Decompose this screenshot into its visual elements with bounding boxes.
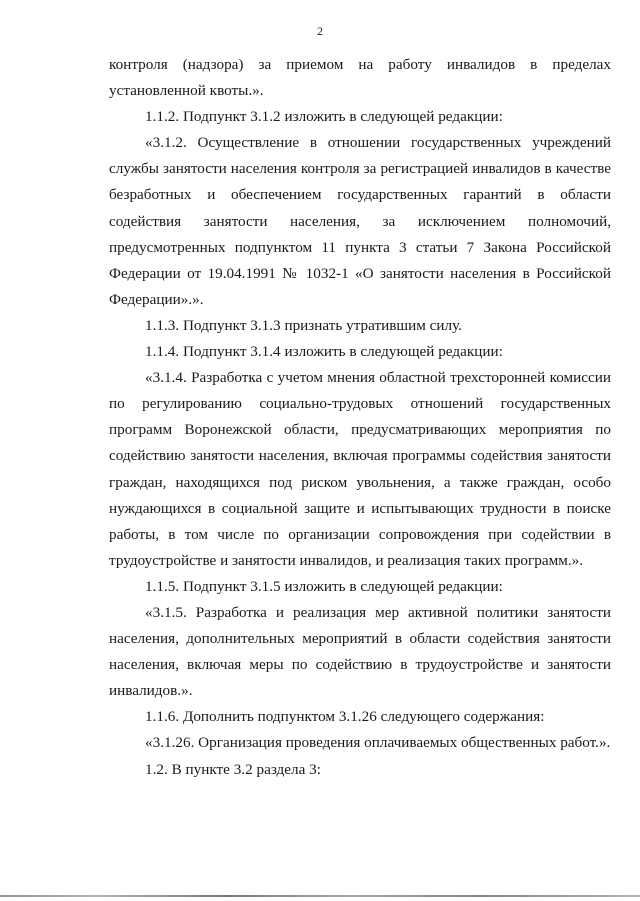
paragraph-quote-3-1-26: «3.1.26. Организация проведения оплачиваемых общественных работ.». bbox=[145, 734, 611, 752]
paragraph-quote-3-1-4: «3.1.4. Разработка с учетом мнения областной трехсторонней комиссии по регулированию социально-трудовых отношений государственных программ Воронежской области, предусматривающих мероприятия по содействию занятости населения, включая программы содействия занятости граждан, находящихся под риском увольнения, а также граждан, особо нуждающихся в социальной защите и испытывающих трудности в поиске работы, в том числе по организации сопровождения при содействии в трудоустройстве и занятости инвалидов, и реализация таких программ.». bbox=[109, 369, 611, 569]
paragraph-quote-3-1-2: «3.1.2. Осуществление в отношении государственных учреждений службы занятости населения контроля за регистрацией инвалидов в качестве безработных и обеспечением государственных гарантий в области содействия занятости населения, за исключением полномочий, предусмотренных подпунктом 11 пункта 3 статьи 7 Закона Российской Федерации от 19.04.1991 № 1032-1 «О занятости населения в Российской Федерации».». bbox=[109, 134, 611, 308]
paragraph-item-1-1-6: 1.1.6. Дополнить подпунктом 3.1.26 следующего содержания: bbox=[145, 708, 545, 726]
paragraph-item-1-1-3: 1.1.3. Подпункт 3.1.3 признать утратившим силу. bbox=[145, 316, 462, 334]
paragraph-item-1-1-5: 1.1.5. Подпункт 3.1.5 изложить в следующей редакции: bbox=[145, 577, 503, 595]
paragraph-item-1-2: 1.2. В пункте 3.2 раздела 3: bbox=[145, 760, 321, 778]
paragraph-item-1-1-4: 1.1.4. Подпункт 3.1.4 изложить в следующей редакции: bbox=[145, 343, 503, 361]
scan-edge-line bbox=[0, 895, 640, 897]
page-number: 2 bbox=[317, 24, 323, 38]
document-body bbox=[109, 52, 611, 783]
paragraph-item-1-1-2: 1.1.2. Подпункт 3.1.2 изложить в следующей редакции: bbox=[145, 108, 503, 126]
paragraph-quote-3-1-5: «3.1.5. Разработка и реализация мер активной политики занятости населения, дополнительных мероприятий в области содействия занятости населения, включая меры по содействию в трудоустройстве и занятости инвалидов.». bbox=[109, 603, 611, 700]
paragraph-continuation: контроля (надзора) за приемом на работу инвалидов в пределах установленной квоты.». bbox=[109, 56, 611, 100]
